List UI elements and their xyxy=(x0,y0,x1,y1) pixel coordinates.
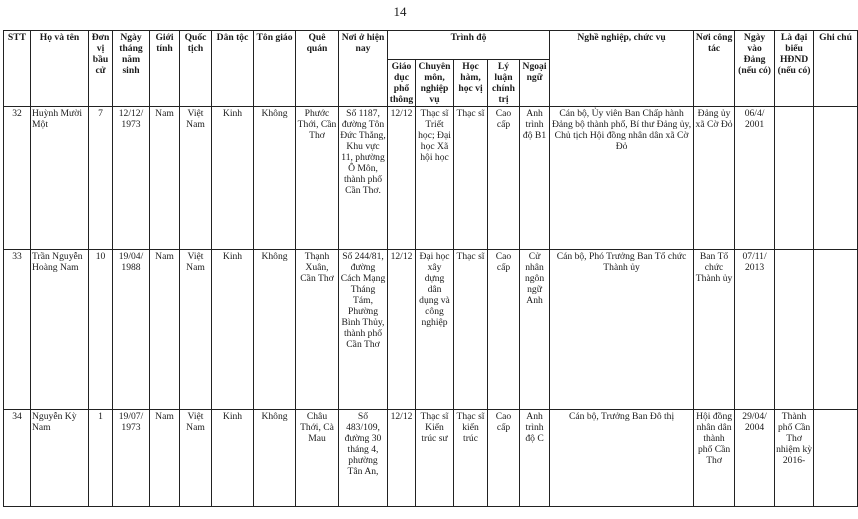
cell-workplace: Ban Tổ chức Thành ủy xyxy=(694,250,735,410)
header-unit: Đơn vị bầu cử xyxy=(89,31,113,107)
cell-occupation: Cán bộ, Trưởng Ban Đô thị xyxy=(550,410,694,507)
cell-name: Trần Nguyễn Hoàng Nam xyxy=(31,250,89,410)
header-edu-general: Giáo dục phổ thông xyxy=(388,60,416,107)
cell-unit: 10 xyxy=(89,250,113,410)
header-name: Họ và tên xyxy=(31,31,89,107)
header-hometown: Quê quán xyxy=(296,31,339,107)
header-religion: Tôn giáo xyxy=(254,31,296,107)
table-row xyxy=(4,107,858,250)
cell-notes xyxy=(814,107,858,250)
header-party-date: Ngày vào Đảng (nếu có) xyxy=(735,31,775,107)
candidate-table xyxy=(3,30,858,507)
cell-edu-degree: Thạc sĩ xyxy=(454,250,488,410)
cell-ethnicity: Kinh xyxy=(212,410,254,507)
cell-edu-general: 12/12 xyxy=(388,107,416,250)
header-notes: Ghi chú xyxy=(814,31,858,107)
cell-occupation: Cán bộ, Phó Trưởng Ban Tổ chức Thành ủy xyxy=(550,250,694,410)
cell-council: Thành phố Cần Thơ nhiệm kỳ 2016- xyxy=(775,410,814,507)
header-occupation: Nghề nghiệp, chức vụ xyxy=(550,31,694,107)
table-row xyxy=(4,410,858,507)
cell-edu-degree: Thạc sĩ xyxy=(454,107,488,250)
header-gender: Giới tính xyxy=(150,31,180,107)
header-edu-degree: Học hàm, học vị xyxy=(454,60,488,107)
cell-edu-language: Anh trình độ B1 xyxy=(520,107,550,250)
cell-dob: 19/07/ 1973 xyxy=(113,410,150,507)
cell-nationality: Việt Nam xyxy=(180,410,212,507)
page-number: 14 xyxy=(393,4,407,19)
cell-name: Huỳnh Mười Một xyxy=(31,107,89,250)
cell-residence: Số 244/81, đường Cách Mạng Tháng Tám, Phường Bình Thủy, thành phố Cần Thơ xyxy=(339,250,388,410)
cell-gender: Nam xyxy=(150,250,180,410)
header-workplace: Nơi công tác xyxy=(694,31,735,107)
header-residence: Nơi ở hiện nay xyxy=(339,31,388,107)
header-edu-specialty: Chuyên môn, nghiệp vụ xyxy=(416,60,454,107)
cell-gender: Nam xyxy=(150,107,180,250)
cell-hometown: Châu Thới, Cà Mau xyxy=(296,410,339,507)
table-row xyxy=(4,250,858,410)
cell-unit: 1 xyxy=(89,410,113,507)
cell-party-date: 06/4/ 2001 xyxy=(735,107,775,250)
cell-hometown: Phước Thới, Cần Thơ xyxy=(296,107,339,250)
cell-edu-degree: Thạc sĩ kiến trúc xyxy=(454,410,488,507)
cell-occupation: Cán bộ, Ủy viên Ban Chấp hành Đảng bộ thành phố, Bí thư Đảng ủy, Chủ tịch Hội đồng nhân dân xã Cờ Đỏ xyxy=(550,107,694,250)
cell-edu-language: Anh trình độ C xyxy=(520,410,550,507)
header-edu-language: Ngoại ngữ xyxy=(520,60,550,107)
header-edu-political: Lý luận chính trị xyxy=(488,60,520,107)
cell-stt: 34 xyxy=(4,410,31,507)
cell-council xyxy=(775,107,814,250)
cell-edu-political: Cao cấp xyxy=(488,250,520,410)
header-nationality: Quốc tịch xyxy=(180,31,212,107)
cell-ethnicity: Kinh xyxy=(212,107,254,250)
cell-edu-general: 12/12 xyxy=(388,410,416,507)
cell-edu-specialty: Thạc sĩ Triết học; Đại học Xã hội học xyxy=(416,107,454,250)
cell-stt: 33 xyxy=(4,250,31,410)
cell-council xyxy=(775,250,814,410)
cell-edu-political: Cao cấp xyxy=(488,107,520,250)
header-row xyxy=(4,31,858,60)
cell-ethnicity: Kinh xyxy=(212,250,254,410)
cell-religion: Không xyxy=(254,107,296,250)
cell-nationality: Việt Nam xyxy=(180,107,212,250)
cell-notes xyxy=(814,250,858,410)
cell-edu-language: Cử nhân ngôn ngữ Anh xyxy=(520,250,550,410)
cell-dob: 12/12/ 1973 xyxy=(113,107,150,250)
cell-residence: Số 1187, đường Tôn Đức Thắng, Khu vực 11, phường Ô Môn, thành phố Cần Thơ. xyxy=(339,107,388,250)
header-education: Trình độ xyxy=(388,31,550,60)
cell-religion: Không xyxy=(254,410,296,507)
cell-edu-specialty: Thạc sĩ Kiến trúc sư xyxy=(416,410,454,507)
cell-hometown: Thạnh Xuân, Cần Thơ xyxy=(296,250,339,410)
cell-unit: 7 xyxy=(89,107,113,250)
cell-workplace: Hội đồng nhân dân thành phố Cần Thơ xyxy=(694,410,735,507)
cell-dob: 19/04/ 1988 xyxy=(113,250,150,410)
cell-workplace: Đảng ủy xã Cờ Đỏ xyxy=(694,107,735,250)
cell-edu-political: Cao cấp xyxy=(488,410,520,507)
cell-name: Nguyễn Kỳ Nam xyxy=(31,410,89,507)
cell-party-date: 07/11/ 2013 xyxy=(735,250,775,410)
cell-notes xyxy=(814,410,858,507)
cell-stt: 32 xyxy=(4,107,31,250)
header-dob: Ngày tháng năm sinh xyxy=(113,31,150,107)
header-ethnicity: Dân tộc xyxy=(212,31,254,107)
header-stt: STT xyxy=(4,31,31,107)
cell-edu-specialty: Đại học xây dựng dân dụng và công nghiệp xyxy=(416,250,454,410)
cell-edu-general: 12/12 xyxy=(388,250,416,410)
cell-gender: Nam xyxy=(150,410,180,507)
cell-party-date: 29/04/ 2004 xyxy=(735,410,775,507)
cell-residence: Số 483/109, đường 30 tháng 4, phường Tân An, xyxy=(339,410,388,507)
header-council: Là đại biểu HĐND (nếu có) xyxy=(775,31,814,107)
cell-nationality: Việt Nam xyxy=(180,250,212,410)
cell-religion: Không xyxy=(254,250,296,410)
